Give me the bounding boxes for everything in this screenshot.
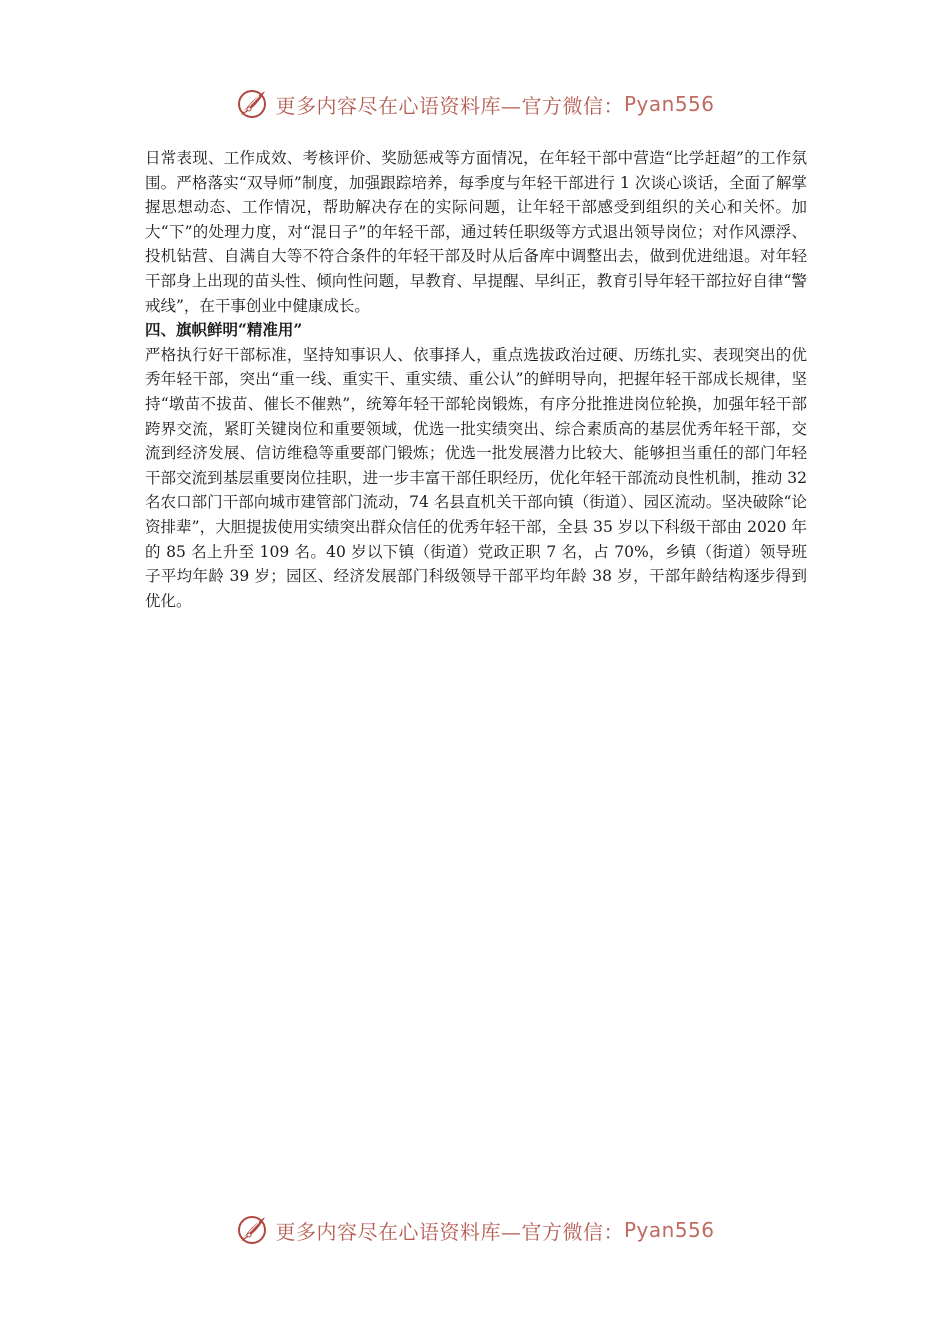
quill-logo-icon [235,87,269,121]
quill-logo-icon [235,1213,269,1247]
document-body [145,146,807,613]
header-banner-text: 更多内容尽在心语资料库—官方微信： [275,93,624,118]
paragraph-1: 日常表现、工作成效、考核评价、奖励惩戒等方面情况，在年轻干部中营造“比学赶超”的工作氛围。严格落实“双导师”制度，加强跟踪培养，每季度与年轻干部进行 1 次谈心谈话，全面了解掌握思想动态、工作情况，帮助解决存在的实际问题，让年轻干部感受到组织的关心和关怀。加大“下”的处理力度，对“混日子”的年轻干部，通过转任职级等方式退出领导岗位；对作风漂浮、投机钻营、自满自大等不符合条件的年轻干部及时从后备库中调整出去，做到优进绌退。对年轻干部身上出现的苗头性、倾向性问题，早教育、早提醒、早纠正，教育引导年轻干部拉好自律“警戒线”，在干事创业中健康成长。 [145,149,807,315]
section-heading-4: 四、旗帜鲜明“精准用” [145,320,303,340]
footer-wechat-id: Pyan556 [623,1218,715,1242]
paragraph-2: 严格执行好干部标准，坚持知事识人、依事择人，重点选拔政治过硬、历练扎实、表现突出的优秀年轻干部，突出“重一线、重实干、重实绩、重公认”的鲜明导向，把握年轻干部成长规律，坚持“墩苗不拔苗、催长不催熟”，统筹年轻干部轮岗锻炼，有序分批推进岗位轮换，加强年轻干部跨界交流，紧盯关键岗位和重要领域，优选一批实绩突出、综合素质高的基层优秀年轻干部，交流到经济发展、信访维稳等重要部门锻炼；优选一批发展潜力比较大、能够担当重任的部门年轻干部交流到基层重要岗位挂职，进一步丰富干部任职经历，优化年轻干部流动良性机制，推动 32 名农口部门干部向城市建管部门流动，74 名县直机关干部向镇（街道）、园区流动。坚决破除“论资排辈”，大胆提拔使用实绩突出群众信任的优秀年轻干部，全县 35 岁以下科级干部由 2020 年的 85 名上升至 109 名。40 岁以下镇（街道）党政正职 7 名，占 70%，乡镇（街道）领导班子平均年龄 39 岁；园区、经济发展部门科级领导干部平均年龄 38 岁，干部年龄结构逐步得到优化。 [145,345,807,610]
footer-banner-text: 更多内容尽在心语资料库—官方微信： [275,1219,624,1244]
header-banner [0,82,950,126]
header-wechat-id: Pyan556 [623,92,715,116]
footer-banner [0,1208,950,1252]
